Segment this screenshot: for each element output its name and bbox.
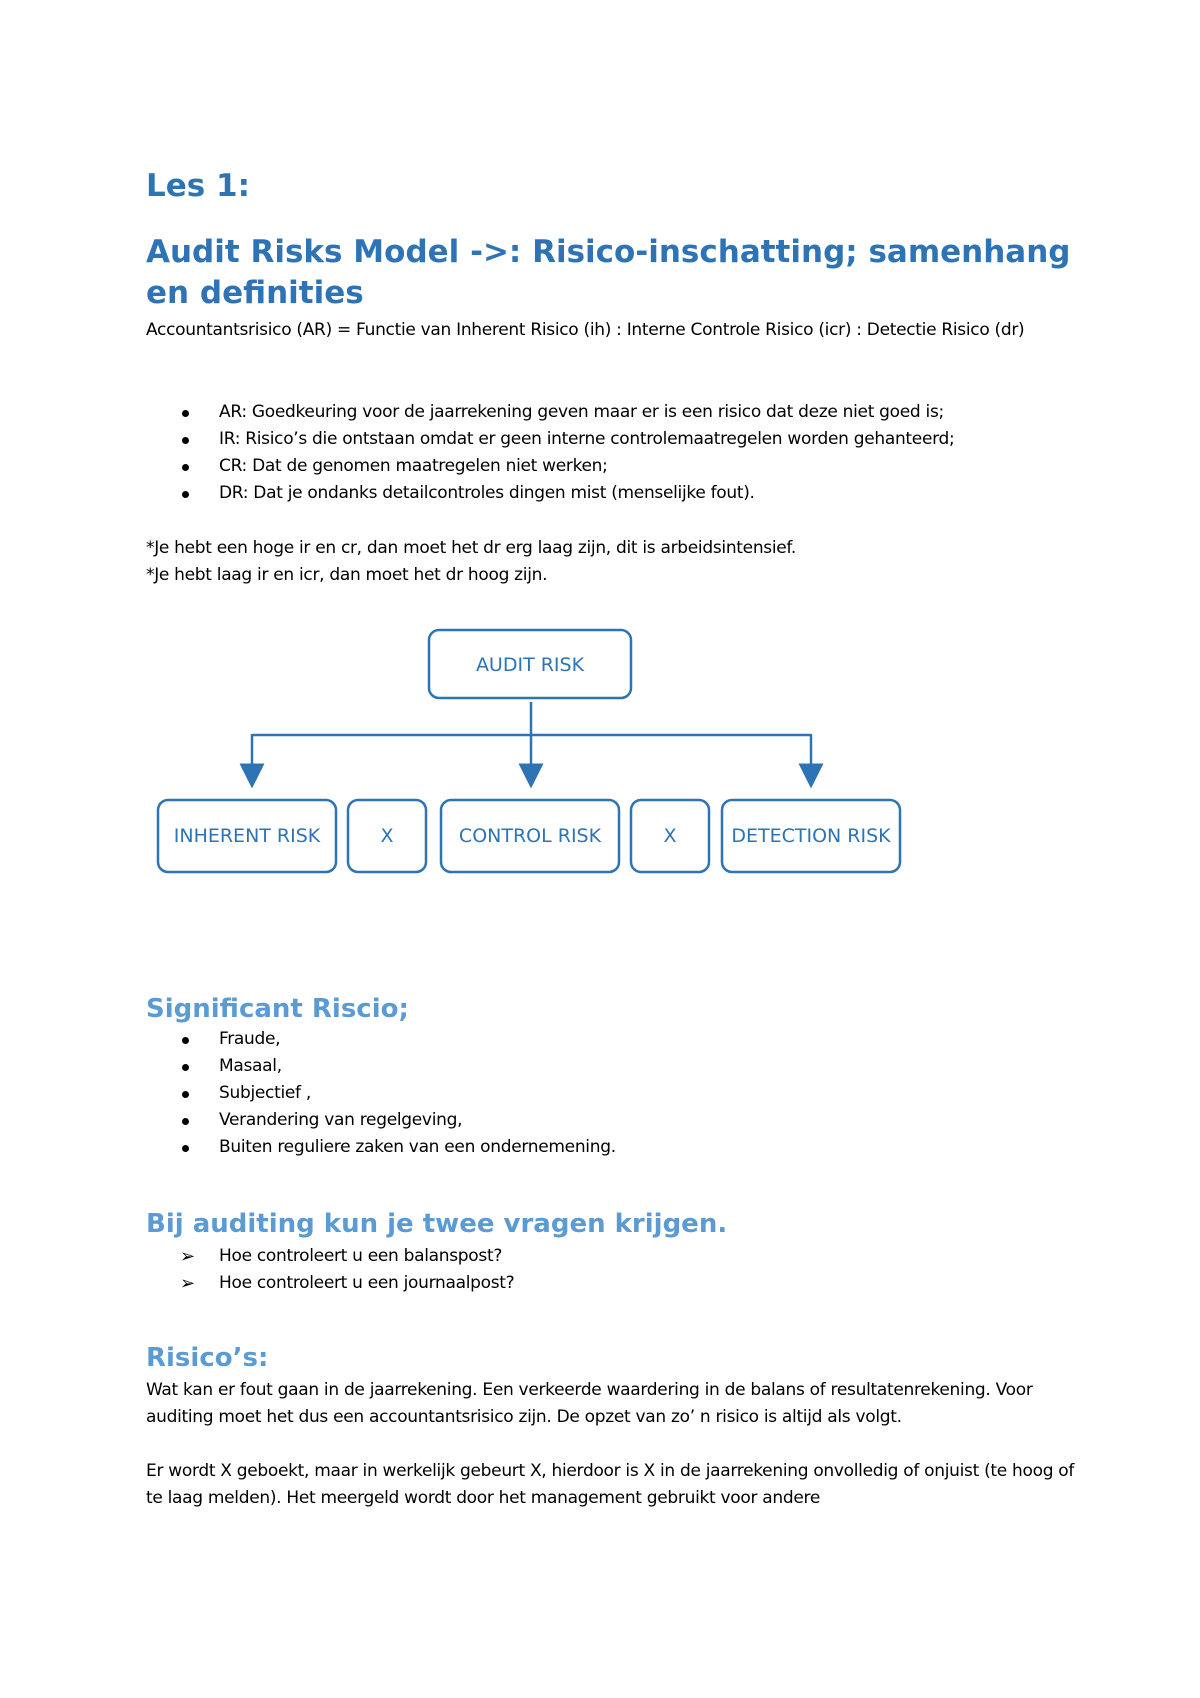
intro-paragraph: Accountantsrisico (AR) = Functie van Inherent Risico (ih) : Interne Controle Risico (icr) : Detectie Risico (dr) (146, 320, 1025, 340)
notes (146, 535, 1076, 589)
note-line: *Je hebt laag ir en icr, dan moet het dr hoog zijn. (146, 565, 548, 585)
auditing-heading: Bij auditing kun je twee vragen krijgen. (146, 1209, 728, 1239)
definitions-list (146, 399, 1076, 507)
list-item: Verandering van regelgeving, (146, 1107, 1076, 1134)
list-item: ➢ Hoe controleert u een balanspost? (146, 1243, 1076, 1270)
bullet-icon (182, 1037, 189, 1044)
risicos-heading: Risico’s: (146, 1343, 269, 1373)
list-item: Masaal, (146, 1053, 1076, 1080)
control-risk-label: CONTROL RISK (458, 825, 602, 847)
list-item: Subjectief , (146, 1080, 1076, 1107)
diagram-connectors (252, 702, 811, 776)
inherent-risk-label: INHERENT RISK (173, 825, 321, 847)
bullet-icon (182, 1091, 189, 1098)
multiply-label-2: X (663, 825, 677, 847)
list-item: DR: Dat je ondanks detailcontroles dingen mist (menselijke fout). (146, 480, 1076, 507)
paragraph: Wat kan er fout gaan in de jaarrekening. Een verkeerde waardering in de balans of resultatenrekening. Voor auditing moet het dus een accountantsrisico zijn. De opzet van zo’ n risico is altijd als volgt. (146, 1380, 1033, 1427)
audit-risk-diagram (146, 620, 916, 880)
list-item: CR: Dat de genomen maatregelen niet werken; (146, 453, 1076, 480)
list-item: Buiten reguliere zaken van een ondernemening. (146, 1134, 1076, 1161)
list-item: Fraude, (146, 1026, 1076, 1053)
bullet-icon (182, 1064, 189, 1071)
detection-risk-label: DETECTION RISK (731, 825, 891, 847)
note-line: *Je hebt een hoge ir en cr, dan moet het dr erg laag zijn, dit is arbeidsintensief. (146, 538, 796, 558)
list-item: ➢ Hoe controleert u een journaalpost? (146, 1270, 1076, 1297)
bullet-icon (182, 1145, 189, 1152)
bullet-icon (182, 1118, 189, 1125)
auditing-list (146, 1243, 1076, 1297)
bullet-icon (182, 437, 189, 444)
arrow-bullet-icon: ➢ (180, 1246, 195, 1267)
list-item: AR: Goedkeuring voor de jaarrekening geven maar er is een risico dat deze niet goed is; (146, 399, 1076, 426)
paragraph: Er wordt X geboekt, maar in werkelijk gebeurt X, hierdoor is X in de jaarrekening onvolledig of onjuist (te hoog of te laag melden). Het meergeld wordt door het management gebruikt voor andere (146, 1461, 1075, 1508)
multiply-label-1: X (380, 825, 394, 847)
bullet-icon (182, 410, 189, 417)
lesson-heading: Les 1: (146, 168, 250, 204)
risicos-body (146, 1377, 1076, 1539)
list-item: IR: Risico’s die ontstaan omdat er geen interne controlemaatregelen worden gehanteerd; (146, 426, 1076, 453)
bullet-icon (182, 491, 189, 498)
significant-heading: Significant Riscio; (146, 994, 409, 1024)
page-title: Audit Risks Model ->: Risico-inschatting; samenhang en definities (146, 234, 1071, 311)
arrow-bullet-icon: ➢ (180, 1273, 195, 1294)
audit-risk-label: AUDIT RISK (475, 654, 585, 676)
significant-list (146, 1026, 1076, 1161)
bullet-icon (182, 464, 189, 471)
